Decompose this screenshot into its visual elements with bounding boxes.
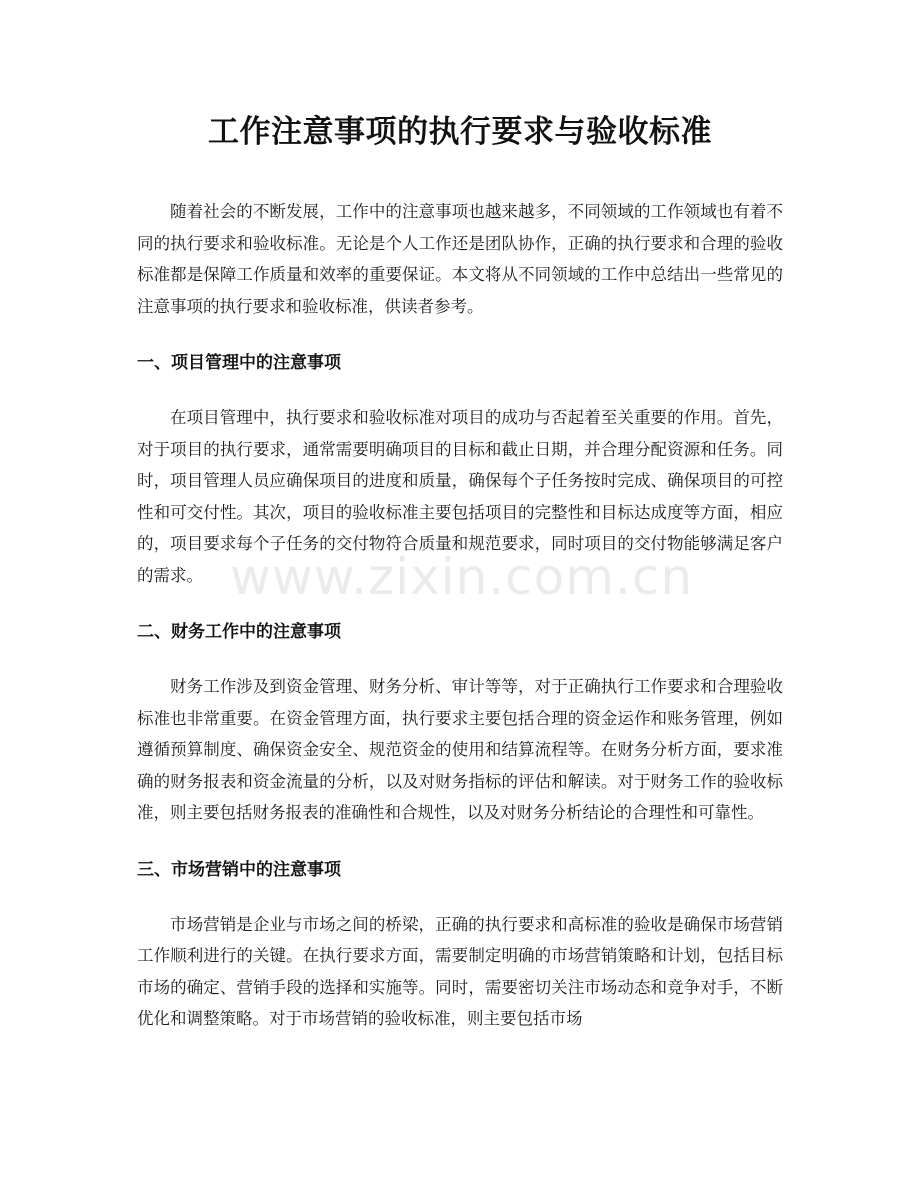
section-heading-project-management: 一、项目管理中的注意事项 — [137, 353, 341, 373]
page-title: 工作注意事项的执行要求与验收标准 — [208, 114, 712, 150]
section-heading-finance: 二、财务工作中的注意事项 — [137, 622, 341, 642]
intro-paragraph: 随着社会的不断发展，工作中的注意事项也越来越多，不同领域的工作领域也有着不同的执行要求和验收标准。无论是个人工作还是团队协作，正确的执行要求和合理的验收标准都是保障工作质量和效率的重要保证。本文将从不同领域的工作中总结出一些常见的注意事项的执行要求和验收标准，供读者参考。 — [137, 202, 783, 316]
section-body-marketing: 市场营销是企业与市场之间的桥梁，正确的执行要求和高标准的验收是确保市场营销工作顺利进行的关键。在执行要求方面，需要制定明确的市场营销策略和计划，包括目标市场的确定、营销手段的选择和实施等。同时，需要密切关注市场动态和竞争对手，不断优化和调整策略。对于市场营销的验收标准，则主要包括市场 — [137, 914, 783, 1028]
section-heading-marketing: 三、市场营销中的注意事项 — [137, 859, 341, 880]
section-body-finance: 财务工作涉及到资金管理、财务分析、审计等等，对于正确执行工作要求和合理验收标准也非常重要。在资金管理方面，执行要求主要包括合理的资金运作和账务管理，例如遵循预算制度、确保资金安全、规范资金的使用和结算流程等。在财务分析方面，要求准确的财务报表和资金流量的分析，以及对财务指标的评估和解读。对于财务工作的验收标准，则主要包括财务报表的准确性和合规性，以及对财务分析结论的合理性和可靠性。 — [137, 677, 783, 822]
section-body-project-management: 在项目管理中，执行要求和验收标准对项目的成功与否起着至关重要的作用。首先，对于项目的执行要求，通常需要明确项目的目标和截止日期，并合理分配资源和任务。同时，项目管理人员应确保项目的进度和质量，确保每个子任务按时完成、确保项目的可控性和可交付性。其次，项目的验收标准主要包括项目的完整性和目标达成度等方面，相应的，项目要求每个子任务的交付物符合质量和规范要求，同时项目的交付物能够满足客户的需求。 — [137, 408, 783, 585]
watermark-text: www.zixin.com.cn — [230, 548, 694, 606]
